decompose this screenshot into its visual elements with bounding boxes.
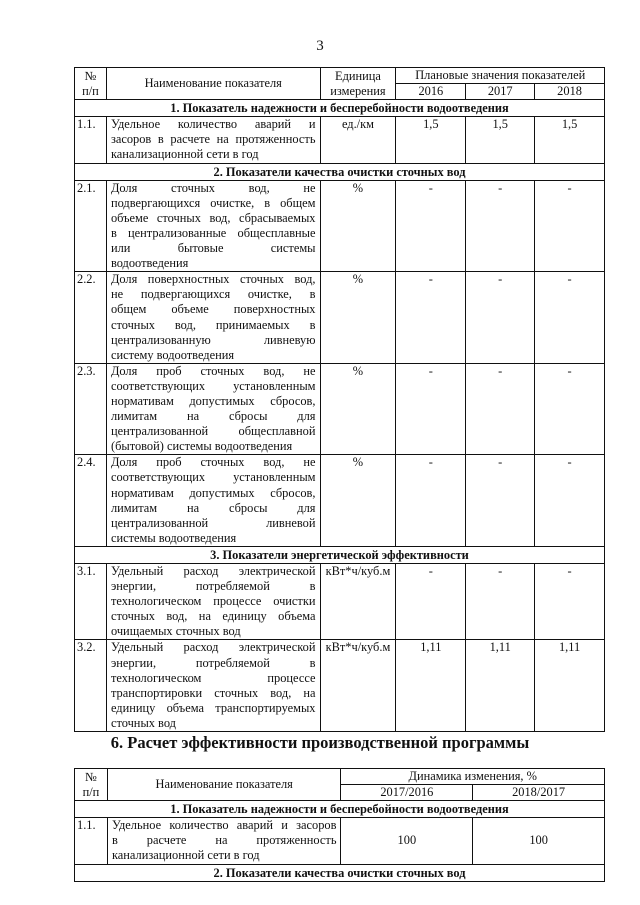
- description-line: сточных вод, принимаемых в: [110, 317, 316, 332]
- value-cell: -: [396, 564, 466, 640]
- row-num: 2.1.: [75, 180, 107, 272]
- description-line: централизованную ливневую: [110, 332, 316, 347]
- table-row: [75, 564, 605, 640]
- row-num: 2.4.: [75, 455, 107, 547]
- description-line: энергии, потребляемой в: [110, 579, 316, 594]
- description-line: единицу объема транспортируемых: [110, 700, 316, 715]
- value-cell: -: [396, 180, 466, 272]
- unit-cell: кВт*ч/куб.м: [320, 564, 396, 640]
- row-description: [106, 455, 320, 547]
- description-line: в централизованные общесплавные: [110, 225, 316, 240]
- table-row: [75, 455, 605, 547]
- section-row: [75, 546, 605, 563]
- row-description: [106, 272, 320, 364]
- unit-cell: %: [320, 180, 396, 272]
- section-heading: 6. Расчет эффективности производственной программы: [110, 733, 530, 752]
- header-year: 2016: [396, 84, 466, 100]
- row-num: 2.2.: [75, 272, 107, 364]
- page-number: 3: [316, 38, 324, 54]
- description-line: нормативам допустимых сбросов,: [110, 485, 316, 500]
- value-cell: 100: [473, 818, 605, 864]
- row-description: [107, 818, 341, 864]
- description-line: технологическом процессе очистки: [110, 594, 316, 609]
- description-line: общем объеме поверхностных: [110, 302, 316, 317]
- planned-indicators-table: [74, 67, 605, 732]
- value-cell: -: [535, 363, 605, 455]
- row-description: [106, 640, 320, 732]
- header-plan: Плановые значения показателей: [396, 68, 605, 84]
- value-cell: 1,11: [396, 640, 466, 732]
- unit-cell: кВт*ч/куб.м: [320, 640, 396, 732]
- description-line: сточных вод, на единицу объема: [110, 609, 316, 624]
- description-line: в расчете на протяженность: [111, 833, 337, 848]
- description-line: нормативам допустимых сбросов,: [110, 393, 316, 408]
- row-description: [106, 117, 320, 163]
- value-cell: -: [466, 363, 535, 455]
- row-num: 1.1.: [75, 818, 108, 864]
- header-unit: Единица измерения: [320, 68, 396, 100]
- description-line: канализационной сети в год: [110, 147, 259, 162]
- value-cell: -: [396, 272, 466, 364]
- description-line: лимитам на сбросы для: [110, 409, 316, 424]
- section-title: 1. Показатель надежности и бесперебойности водоотведения: [75, 801, 605, 818]
- value-cell: -: [396, 363, 466, 455]
- description-line: соответствующих установленным: [110, 470, 316, 485]
- table-row: [75, 180, 605, 272]
- efficiency-table: [74, 768, 605, 882]
- description-line: Доля проб сточных вод, не: [110, 363, 316, 378]
- description-line: Доля проб сточных вод, не: [110, 455, 316, 470]
- description-line: водоотведения: [110, 256, 189, 271]
- description-line: систему водоотведения: [110, 347, 235, 362]
- description-line: энергии, потребляемой в: [110, 655, 316, 670]
- header-name: Наименование показателя: [107, 769, 341, 801]
- description-line: (бытовой) системы водоотведения: [110, 439, 293, 454]
- header-num: № п/п: [75, 68, 107, 100]
- value-cell: -: [396, 455, 466, 547]
- description-line: централизованной ливневой: [110, 515, 316, 530]
- value-cell: 1,5: [396, 117, 466, 163]
- description-line: лимитам на сбросы для: [110, 500, 316, 515]
- unit-cell: ед./км: [320, 117, 396, 163]
- value-cell: 100: [341, 818, 473, 864]
- description-line: Доля поверхностных сточных вод,: [110, 272, 316, 287]
- description-line: централизованной общесплавной: [110, 424, 316, 439]
- row-description: [106, 180, 320, 272]
- unit-cell: %: [320, 272, 396, 364]
- header-num: № п/п: [75, 769, 108, 801]
- section-title: 2. Показатели качества очистки сточных вод: [75, 163, 605, 180]
- description-line: Удельное количество аварий и засоров: [111, 818, 337, 833]
- value-cell: 1,5: [466, 117, 535, 163]
- header-name: Наименование показателя: [106, 68, 320, 100]
- header-period: 2017/2016: [341, 785, 473, 801]
- description-line: Удельный расход электрической: [110, 640, 316, 655]
- header-year: 2017: [466, 84, 535, 100]
- value-cell: -: [535, 455, 605, 547]
- value-cell: 1,5: [535, 117, 605, 163]
- section-title: 2. Показатели качества очистки сточных вод: [75, 864, 605, 881]
- unit-cell: %: [320, 363, 396, 455]
- value-cell: -: [466, 455, 535, 547]
- description-line: транспортировки сточных вод, на: [110, 685, 316, 700]
- description-line: объеме сточных вод, сбрасываемых: [110, 210, 316, 225]
- section-row: [75, 100, 605, 117]
- row-num: 1.1.: [75, 117, 107, 163]
- value-cell: -: [535, 272, 605, 364]
- section-row: [75, 163, 605, 180]
- header-year: 2018: [535, 84, 605, 100]
- value-cell: -: [466, 180, 535, 272]
- value-cell: -: [466, 564, 535, 640]
- table-row: [75, 640, 605, 732]
- row-num: 3.1.: [75, 564, 107, 640]
- header-dynamics: Динамика изменения, %: [341, 769, 605, 785]
- description-line: сточных вод: [110, 715, 176, 730]
- section-title: 1. Показатель надежности и бесперебойности водоотведения: [75, 100, 605, 117]
- description-line: Удельный расход электрической: [110, 564, 316, 578]
- value-cell: -: [466, 272, 535, 364]
- value-cell: -: [535, 180, 605, 272]
- description-line: Удельное количество аварий и: [110, 117, 316, 132]
- table-row: [75, 272, 605, 364]
- description-line: не подвергающихся очистке, в: [110, 287, 316, 302]
- value-cell: 1,11: [535, 640, 605, 732]
- row-num: 3.2.: [75, 640, 107, 732]
- description-line: канализационной сети в год: [111, 848, 260, 863]
- description-line: засоров в расчете на протяженность: [110, 132, 316, 147]
- value-cell: 1,11: [466, 640, 535, 732]
- section-title: 3. Показатели энергетической эффективности: [75, 546, 605, 563]
- description-line: технологическом процессе: [110, 670, 316, 685]
- row-num: 2.3.: [75, 363, 107, 455]
- description-line: соответствующих установленным: [110, 378, 316, 393]
- description-line: Доля сточных вод, не: [110, 180, 316, 195]
- table-row: [75, 117, 605, 163]
- row-description: [106, 363, 320, 455]
- unit-cell: %: [320, 455, 396, 547]
- header-period: 2018/2017: [473, 785, 605, 801]
- description-line: системы водоотведения: [110, 530, 237, 545]
- description-line: или бытовые системы: [110, 241, 316, 256]
- row-description: [106, 564, 320, 640]
- value-cell: -: [535, 564, 605, 640]
- table-row: [75, 363, 605, 455]
- description-line: очищаемых сточных вод: [110, 624, 241, 639]
- description-line: подвергающихся очистке, в общем: [110, 195, 316, 210]
